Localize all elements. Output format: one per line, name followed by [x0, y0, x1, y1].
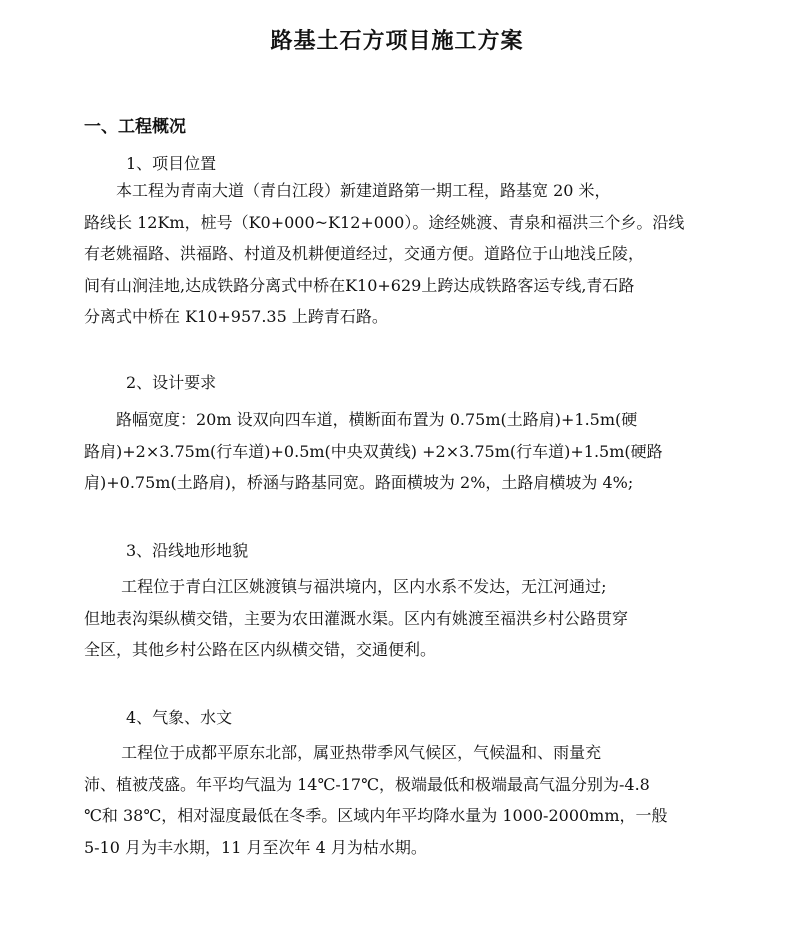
paragraph-climate-hydrology: 工程位于成都平原东北部，属亚热带季风气候区，气候温和、雨量充 沛、植被茂盛。年平均气温为 14℃-17℃，极端最低和极端最高气温分别为-4.8 ℃和 38℃，相对湿度最低在冬季。区域内年平均降水量为 1000-2000mm，一般 5-10 月为丰水期，11 月至次年 4 月为枯水期。 [84, 743, 668, 857]
document-title: 路基土石方项目施工方案 [270, 29, 524, 54]
section-heading-overview: 一、工程概况 [84, 117, 186, 137]
paragraph-location: 本工程为青南大道（青白江段）新建道路第一期工程，路基宽 20 米， 路线长 12Km，桩号（K0+000~K12+000）。途经姚渡、青泉和福洪三个乡。沿线 有老姚福路、洪福路、村道及机耕便道经过，交通方便。道路位于山地浅丘陵， 间有山涧洼地,达成铁路分离式中桥在K10+629上跨达成铁路客运专线,青石路 分离式中桥在 K10+957.35 上跨青石路。 [84, 181, 685, 327]
paragraph-terrain: 工程位于青白江区姚渡镇与福洪境内，区内水系不发达，无江河通过; 但地表沟渠纵横交错，主要为农田灌溉水渠。区内有姚渡至福洪乡村公路贯穿 全区，其他乡村公路在区内纵横交错，交通便利。 [84, 577, 629, 660]
paragraph-design-requirements: 路幅宽度：20m 设双向四车道，横断面布置为 0.75m(土路肩)+1.5m(硬 路肩)+2×3.75m(行车道)+0.5m(中央双黄线) +2×3.75m(行车道)+1.5m(硬路 肩)+0.75m(土路肩)，桥涵与路基同宽。路面横坡为 2%，土路肩横坡为 4%; [84, 410, 663, 493]
subsection-heading-design-requirements: 2、设计要求 [126, 373, 217, 392]
subsection-heading-location: 1、项目位置 [126, 154, 217, 173]
subsection-heading-terrain: 3、沿线地形地貌 [126, 541, 249, 560]
subsection-heading-climate-hydrology: 4、气象、水文 [126, 708, 233, 727]
